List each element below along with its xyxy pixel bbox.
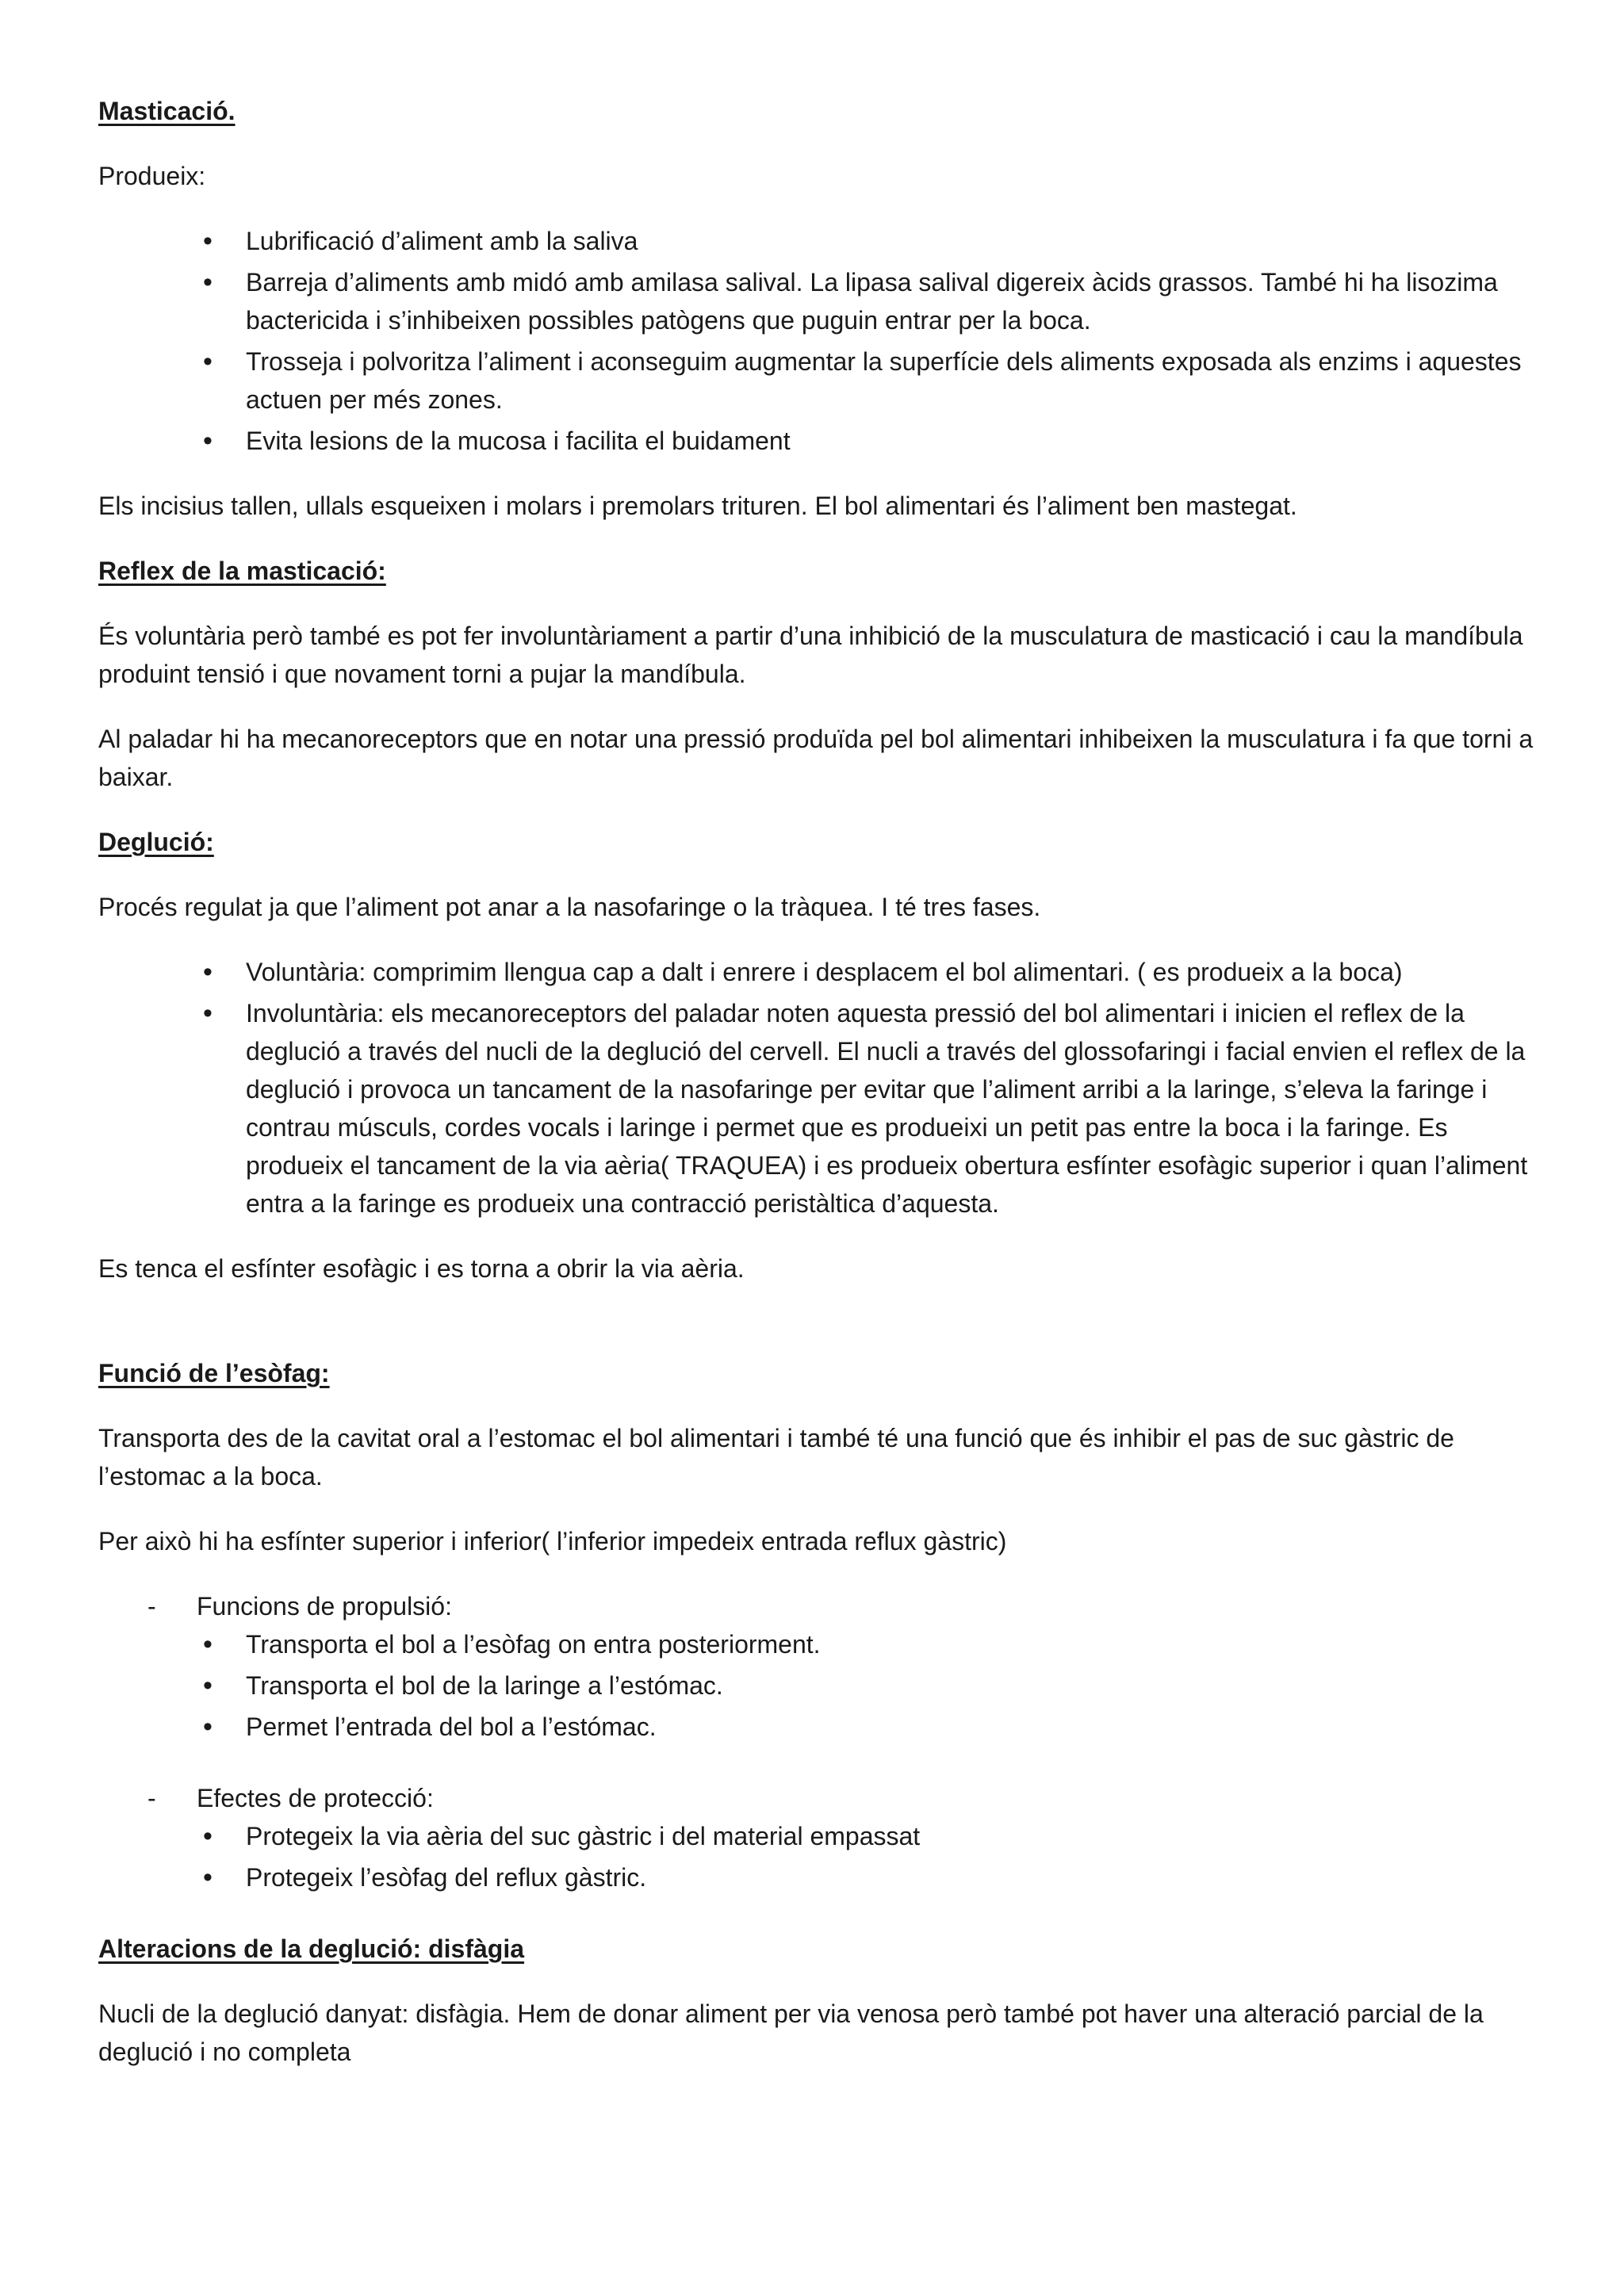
list-item: • Protegeix l’esòfag del reflux gàstric. xyxy=(98,1858,1542,1896)
heading-esofag: Funció de l’esòfag: xyxy=(98,1359,330,1387)
list-item: • Voluntària: comprimim llengua cap a dalt i enrere i desplacem el bol alimentari. ( es produeix a la boca) xyxy=(98,953,1542,991)
dash-marker: - xyxy=(147,1784,156,1812)
paragraph: Es tenca el esfínter esofàgic i es torna a obrir la via aèria. xyxy=(98,1254,745,1283)
dash-item xyxy=(98,1779,1542,1896)
dash-item xyxy=(98,1587,1542,1746)
list-item: • Trosseja i polvoritza l’aliment i aconseguim augmentar la superfície dels aliments exposada als enzims i aquestes actuen per més zones. xyxy=(98,342,1542,419)
bullet-list-propulsio xyxy=(98,1625,1542,1746)
bullet-list-deglucio xyxy=(98,953,1542,1223)
list-item: • Protegeix la via aèria del suc gàstric i del material empassat xyxy=(98,1817,1542,1855)
list-item: • Lubrificació d’aliment amb la saliva xyxy=(98,222,1542,260)
paragraph: Produeix: xyxy=(98,162,206,190)
dash-label: Funcions de propulsió: xyxy=(197,1592,452,1621)
paragraph: Transporta des de la cavitat oral a l’estomac el bol alimentari i també té una funció que és inhibir el pas de suc gàstric de l’estomac a la boca. xyxy=(98,1424,1454,1490)
dash-heading xyxy=(98,1587,1542,1625)
heading-deglucio: Deglució: xyxy=(98,828,214,856)
paragraph: Els incisius tallen, ullals esqueixen i molars i premolars trituren. El bol alimentari és l’aliment ben mastegat. xyxy=(98,492,1297,520)
bullet-list-proteccio xyxy=(98,1817,1542,1896)
document-body xyxy=(98,92,1542,2098)
paragraph: Al paladar hi ha mecanoreceptors que en notar una pressió produïda pel bol alimentari inhibeixen la musculatura i fa que torni a baixar. xyxy=(98,725,1534,791)
dash-marker: - xyxy=(147,1592,156,1621)
paragraph: Per això hi ha esfínter superior i inferior( l’inferior impedeix entrada reflux gàstric) xyxy=(98,1527,1007,1556)
list-item: • Barreja d’aliments amb midó amb amilasa salival. La lipasa salival digereix àcids grassos. També hi ha lisozima bactericida i s’inhibeixen possibles patògens que puguin entrar per la boca. xyxy=(98,263,1542,339)
bullet-list-masticacio xyxy=(98,222,1542,460)
heading-reflex: Reflex de la masticació: xyxy=(98,557,386,585)
list-item: • Permet l’entrada del bol a l’estómac. xyxy=(98,1708,1542,1746)
list-item: • Transporta el bol de la laringe a l’estómac. xyxy=(98,1667,1542,1705)
paragraph: Procés regulat ja que l’aliment pot anar a la nasofaringe o la tràquea. I té tres fases. xyxy=(98,893,1041,921)
list-item: • Involuntària: els mecanoreceptors del paladar noten aquesta pressió del bol alimentari i inicien el reflex de la deglució a través del nucli de la deglució del cervell. El nucli a través del glossofaringi i facial envien el reflex de la deglució i provoca un tancament de la nasofaringe per evitar que l’aliment arribi a la laringe, s’eleva la faringe i contrau músculs, cordes vocals i laringe i permet que es produeixi un petit pas entre la boca i la faringe. Es produeix el tancament de la via aèria( TRAQUEA) i es produeix obertura esfínter esofàgic superior i quan l’aliment entra a la faringe es produeix una contracció peristàltica d’aquesta. xyxy=(98,994,1542,1223)
dash-label: Efectes de protecció: xyxy=(197,1784,434,1812)
paragraph: Nucli de la deglució danyat: disfàgia. Hem de donar aliment per via venosa però també pot haver una alteració parcial de la deglució i no completa xyxy=(98,1999,1484,2066)
heading-masticacio: Masticació. xyxy=(98,97,236,125)
dash-list-esofag xyxy=(98,1587,1542,1896)
list-item: • Transporta el bol a l’esòfag on entra posteriorment. xyxy=(98,1625,1542,1663)
heading-disfagia: Alteracions de la deglució: disfàgia xyxy=(98,1934,525,1963)
paragraph: És voluntària però també es pot fer involuntàriament a partir d’una inhibició de la musculatura de masticació i cau la mandíbula produint tensió i que novament torni a pujar la mandíbula. xyxy=(98,622,1523,688)
list-item: • Evita lesions de la mucosa i facilita el buidament xyxy=(98,422,1542,460)
dash-heading xyxy=(98,1779,1542,1817)
